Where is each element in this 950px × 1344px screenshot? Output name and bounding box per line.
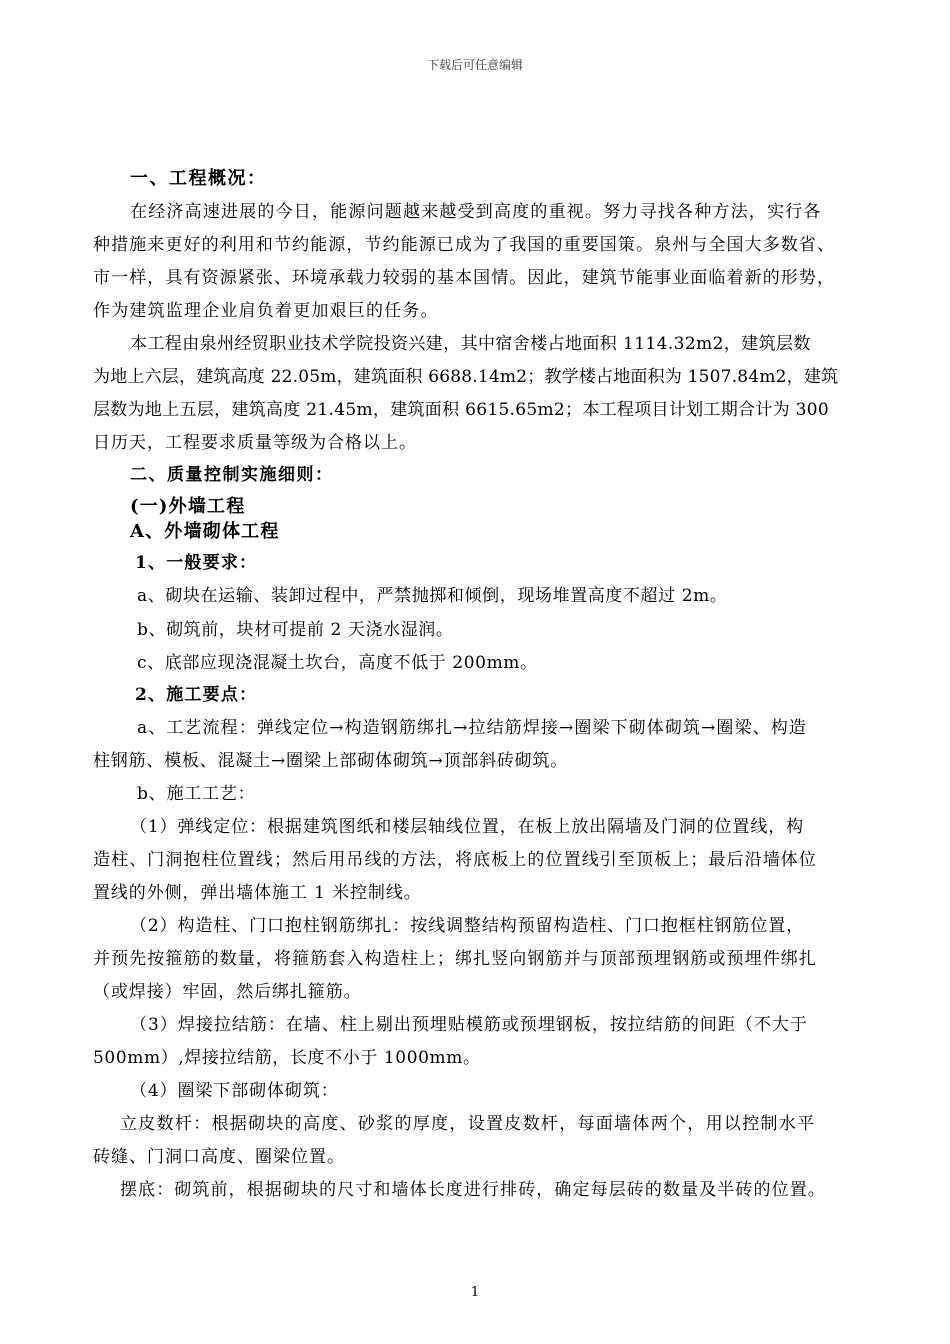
paragraph-line: 置线的外侧，弹出墙体施工 1 米控制线。 <box>93 883 422 903</box>
requirement-item: c、底部应现浇混凝土坎台，高度不低于 200mm。 <box>137 653 538 673</box>
requirement-item: b、砌筑前，块材可提前 2 天浇水湿润。 <box>137 620 454 640</box>
paragraph-line: （1）弹线定位：根据建筑图纸和楼层轴线位置，在板上放出隔墙及门洞的位置线，构 <box>130 817 805 837</box>
section-heading-overview: 一、工程概况： <box>130 168 267 189</box>
paragraph-line: a、工艺流程：弹线定位→构造钢筋绑扎→拉结筋焊接→圈梁下砌体砌筑→圈梁、构造 <box>137 718 807 738</box>
paragraph-line: （2）构造柱、门口抱柱钢筋绑扎：按线调整结构预留构造柱、门口抱框柱钢筋位置， <box>130 916 805 936</box>
paragraph-line: 柱钢筋、模板、混凝土→圈梁上部砌体砌筑→顶部斜砖砌筑。 <box>93 751 569 771</box>
paragraph-line: 摆底：砌筑前，根据砌块的尺寸和墙体长度进行排砖，确定每层砖的数量及半砖的位置。 <box>120 1180 826 1200</box>
paragraph-line: 在经济高速进展的今日，能源问题越来越受到高度的重视。努力寻找各种方法，实行各 <box>130 202 822 222</box>
paragraph-line: 500mm）,焊接拉结筋，长度不小于 1000mm。 <box>93 1048 481 1068</box>
paragraph-line: 种措施来更好的利用和节约能源，节约能源已成为了我国的重要国策。泉州与全国大多数省、 <box>93 235 836 255</box>
subsection-heading-exterior-wall: (一)外墙工程 <box>130 496 246 517</box>
paragraph-line: b、施工工艺： <box>137 784 256 804</box>
subsection-heading-masonry: A、外墙砌体工程 <box>130 521 280 542</box>
paragraph-line: 为地上六层，建筑高度 22.05m，建筑面积 6688.14m2；教学楼占地面积为 1507.84m2，建筑 <box>93 367 839 387</box>
item-heading-construction-points: 2、施工要点： <box>135 685 258 705</box>
paragraph-line: 砖缝、门洞口高度、圈梁位置。 <box>93 1147 345 1167</box>
paragraph-line: （4）圈梁下部砌体砌筑： <box>130 1081 339 1101</box>
paragraph-line: 并预先按箍筋的数量，将箍筋套入构造柱上；绑扎竖向钢筋并与顶部预埋钢筋或预埋件绑扎 <box>93 949 817 969</box>
paragraph-line: 市一样，具有资源紧张、环境承载力较弱的基本国情。因此，建筑节能事业面临着新的形势， <box>93 268 836 288</box>
paragraph-line: 立皮数杆：根据砌块的高度、砂浆的厚度，设置皮数杆，每面墙体两个，用以控制水平 <box>120 1114 816 1134</box>
page-header: 下载后可任意编辑 <box>426 58 523 72</box>
paragraph-line: 造柱、门洞抱柱位置线；然后用吊线的方法，将底板上的位置线引至顶板上；最后沿墙体位 <box>93 850 817 870</box>
paragraph-line: 作为建筑监理企业肩负着更加艰巨的任务。 <box>93 301 439 321</box>
paragraph-line: 日历天，工程要求质量等级为合格以上。 <box>93 433 417 453</box>
paragraph-line: 层数为地上五层，建筑高度 21.45m，建筑面积 6615.65m2；本工程项目计划工期合计为 300 <box>93 400 829 420</box>
section-heading-quality-control: 二、质量控制实施细则： <box>130 465 334 485</box>
item-heading-general-requirements: 1、一般要求： <box>135 553 258 573</box>
paragraph-line: 本工程由泉州经贸职业技术学院投资兴建，其中宿舍楼占地面积 1114.32m2，建筑层数 <box>130 334 811 354</box>
paragraph-line: （或焊接）牢固，然后绑扎箍筋。 <box>93 982 362 1002</box>
page-number: 1 <box>470 1285 480 1300</box>
paragraph-line: （3）焊接拉结筋：在墙、柱上剔出预埋贴模筋或预埋钢板，按拉结筋的间距（不大于 <box>130 1015 808 1035</box>
requirement-item: a、砌块在运输、装卸过程中，严禁抛掷和倾倒，现场堆置高度不超过 2m。 <box>137 586 728 606</box>
